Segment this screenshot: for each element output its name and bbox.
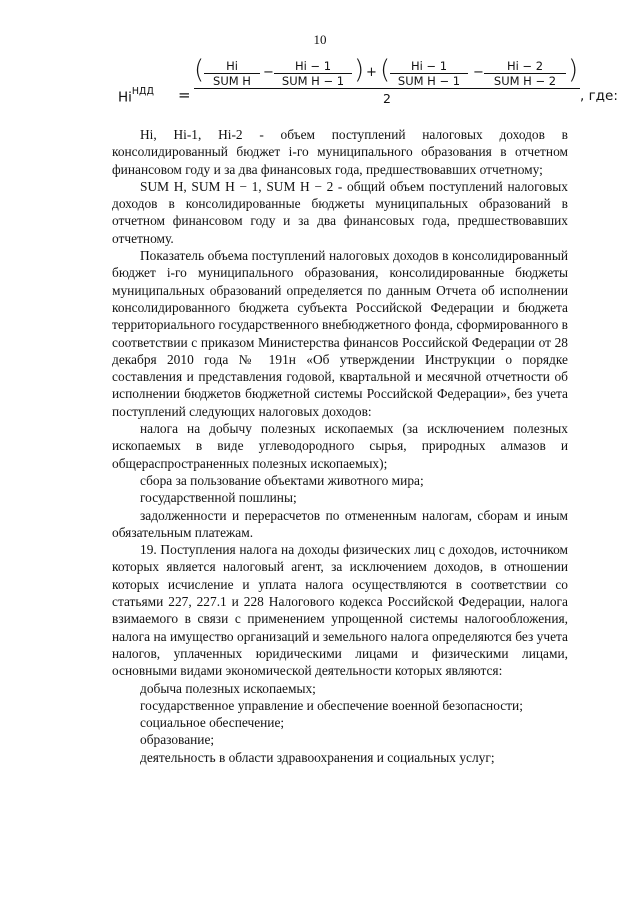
formula-denominator: 2 [383,91,391,106]
fraction-3: Hi − 1 SUM H − 1 [390,60,468,87]
paren-open-1: ( [194,55,205,85]
paragraph: социальное обеспечение; [140,715,285,731]
paragraph: сбора за пользование объектами животного мира; [140,472,424,488]
formula-block [108,55,618,114]
formula-lhs-superscript: НДД [131,86,154,97]
paragraph: государственной пошлины; [140,490,297,506]
fraction-4: Hi − 2 SUM H − 2 [484,60,566,87]
formula-main-fraction [194,55,640,114]
formula-lhs: $Hi^{НДД}$ [118,86,154,106]
paragraph: добыча полезных ископаемых; [140,680,316,696]
paragraph: SUM H, SUM H − 1, SUM H − 2 - общий объем поступлений налоговых доходов в консолидированные бюджеты муниципальных образований в отчетном финансовом году и за два финансовых года, предшествовавших отчетному. [112,178,568,246]
paren-close-1: ) [354,55,365,85]
formula-numerator [194,55,640,88]
minus-2: − [473,65,484,80]
body-text [112,126,568,766]
paren-open-2: ( [380,55,391,85]
paragraph: деятельность в области здравоохранения и социальных услуг; [140,749,495,765]
formula-tail: , где: [580,88,618,104]
paragraph: Hi, Hi-1, Hi-2 - объем поступлений налоговых доходов в консолидированный бюджет i-го муниципального образования в отчетном финансовом году и за два финансовых года, предшествовавших отчетному; [112,127,568,177]
paren-close-2: ) [568,55,579,85]
formula-mainbar [194,88,580,89]
page-number: 10 [313,32,327,47]
fraction-1: Hi SUM H [204,60,260,87]
paragraph: образование; [140,732,215,748]
paragraph: государственное управление и обеспечение военной безопасности; [140,697,523,713]
plus-op: + [366,65,377,80]
fraction-2: Hi − 1 SUM H − 1 [274,60,352,87]
paragraph: 19. Поступления налога на доходы физических лиц с доходов, источником которых является налоговый агент, за исключением доходов, в отношении которых исчисление и уплата налога осуществляются в соответствии со статьями 227, 227.1 и 228 Налогового кодекса Российской Федерации, налога взимаемого в связи с применением упрощенной системы налогообложения, налога на имущество организаций и земельного налога определяются без учета налогов, уплаченных юридическими лицами и физическими лицами, основными видами экономической деятельности которых являются: [112,542,568,679]
formula-equals: = [178,86,191,104]
paragraph: Показатель объема поступлений налоговых доходов в консолидированный бюджет i-го муниципального образования, консолидированные бюджеты муниципальных образований определяется по данным Отчета об исполнении консолидированного бюджета субъекта Российской Федерации и бюджета территориального государственного внебюджетного фонда, сформированного в соответствии с приказом Министерства финансов Российской Федерации от 28 декабря 2010 года № 191н «Об утверждении Инструкции о порядке составления и представления годовой, квартальной и месячной отчетности об исполнении бюджетов бюджетной системы Российской Федерации», без учета поступлений следующих налоговых доходов: [112,248,568,419]
minus-1: − [263,65,274,80]
paragraph: налога на добычу полезных ископаемых (за исключением полезных ископаемых в виде углеводородного сырья, природных алмазов и общераспространенных полезных ископаемых); [112,421,568,471]
paragraph: задолженности и перерасчетов по отмененным налогам, сборам и иным обязательным платежам. [112,507,568,540]
